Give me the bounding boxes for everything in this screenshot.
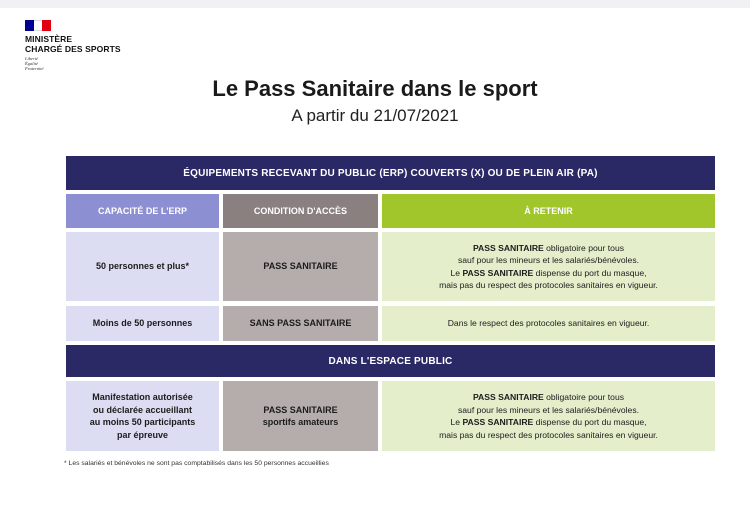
top-band xyxy=(0,0,750,8)
section-erp-header: ÉQUIPEMENTS RECEVANT DU PUBLIC (ERP) COUVERTS (X) OU DE PLEIN AIR (PA) xyxy=(66,156,715,190)
page-subtitle: A partir du 21/07/2021 xyxy=(291,106,459,125)
footnote: * Les salariés et bénévoles ne sont pas comptabilisés dans les 50 personnes accueillies xyxy=(64,460,329,467)
row3-capacity: Manifestation autorisée ou déclarée accueillant au moins 50 participants par épreuve xyxy=(66,381,219,451)
section-public-space-header: DANS L'ESPACE PUBLIC xyxy=(66,345,715,377)
row3-condition: PASS SANITAIRE sportifs amateurs xyxy=(223,381,378,451)
column-header-remember: À RETENIR xyxy=(382,194,715,228)
page-title: Le Pass Sanitaire dans le sport xyxy=(212,76,538,101)
republic-motto: Liberté Égalité Fraternité xyxy=(25,56,44,71)
french-flag-icon xyxy=(25,20,51,31)
row2-condition: SANS PASS SANITAIRE xyxy=(223,306,378,341)
row1-condition: PASS SANITAIRE xyxy=(223,232,378,301)
column-header-condition: CONDITION D'ACCÈS xyxy=(223,194,378,228)
ministry-name: MINISTÈRE CHARGÉ DES SPORTS xyxy=(25,34,121,54)
row1-capacity: 50 personnes et plus* xyxy=(66,232,219,301)
ministry-logo xyxy=(25,20,121,71)
row1-note: PASS SANITAIRE obligatoire pour tous sauf pour les mineurs et les salariés/bénévoles. Le PASS SANITAIRE dispense du port du masque, mais pas du respect des protocoles sanitaires en vigueur. xyxy=(382,232,715,301)
row2-capacity: Moins de 50 personnes xyxy=(66,306,219,341)
row2-note: Dans le respect des protocoles sanitaires en vigueur. xyxy=(382,306,715,341)
column-header-capacity: CAPACITÉ DE L'ERP xyxy=(66,194,219,228)
row3-note: PASS SANITAIRE obligatoire pour tous sauf pour les mineurs et les salariés/bénévoles. Le PASS SANITAIRE dispense du port du masque, mais pas du respect des protocoles sanitaires en vigueur. xyxy=(382,381,715,451)
